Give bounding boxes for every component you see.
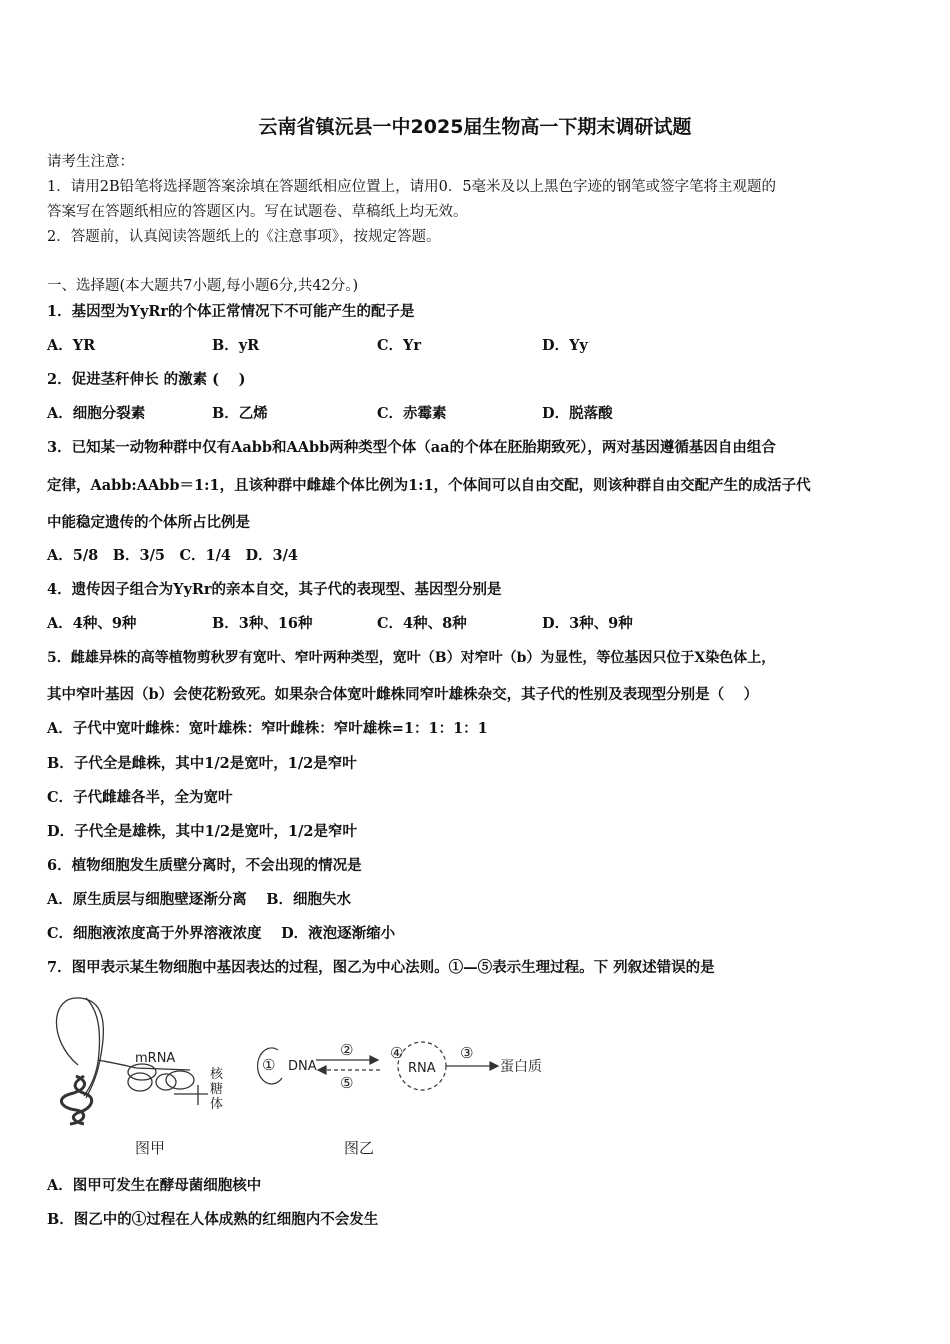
q1-option-b: B．yR	[212, 337, 260, 354]
q5-option-a: A．子代中宽叶雌株：宽叶雄株：窄叶雌株：窄叶雄株=1：1：1：1	[47, 720, 488, 737]
figure-a	[56, 998, 208, 1124]
q5-option-c: C．子代雌雄各半，全为宽叶	[47, 789, 233, 806]
q2-option-c: C．赤霉素	[377, 405, 447, 422]
ribosome-label-char: 核	[210, 1067, 224, 1082]
q4-option-c: C．4种、8种	[377, 615, 467, 632]
ribosome-label	[210, 1066, 224, 1112]
q7-option-a: A．图甲可发生在酵母菌细胞核中	[47, 1177, 262, 1194]
ribosome-label-char: 体	[210, 1097, 224, 1112]
q1-option-c: C．Yr	[377, 337, 422, 354]
q2-option-b: B．乙烯	[212, 405, 268, 422]
q6-options-cd: C．细胞液浓度高于外界溶液浓度 D．液泡逐渐缩小	[47, 925, 396, 942]
q4-stem: 4．遗传因子组合为YyRr的亲本自交，其子代的表现型、基因型分别是	[47, 581, 502, 598]
q4-option-d: D．3种、9种	[542, 615, 633, 632]
q6-options-ab: A．原生质层与细胞壁逐渐分离 B．细胞失水	[47, 891, 352, 908]
q3-line-3: 中能稳定遗传的个体所占比例是	[47, 514, 250, 531]
ribosome-2	[128, 1073, 152, 1091]
q6-stem: 6．植物细胞发生质壁分离时，不会出现的情况是	[47, 857, 362, 874]
q1-option-d: D．Yy	[542, 337, 588, 354]
process-5: ⑤	[340, 1074, 354, 1092]
process-2: ②	[340, 1041, 354, 1059]
process-4: ④	[390, 1044, 404, 1062]
ribosome-1	[128, 1064, 156, 1080]
q3-line-1: 3．已知某一动物种群中仅有Aabb和AAbb两种类型个体（aa的个体在胚胎期致死），两对基因遵循基因自由组合	[47, 439, 776, 456]
q5-option-b: B．子代全是雌株，其中1/2是宽叶，1/2是窄叶	[47, 755, 357, 772]
protein-label: 蛋白质	[500, 1059, 542, 1075]
notice-item-1a: 1．请用2B铅笔将选择题答案涂填在答题纸相应位置上，请用0．5毫米及以上黑色字迹的钢笔或签字笔将主观题的	[47, 179, 777, 195]
q2-option-d: D．脱落酸	[542, 405, 613, 422]
mrna-label: mRNA	[135, 1051, 176, 1066]
q5-line-2: 其中窄叶基因（b）会使花粉致死。如果杂合体宽叶雌株同窄叶雄株杂交，其子代的性别及表现型分别是（ ）	[47, 686, 759, 703]
ribosome-pointer	[174, 1085, 208, 1105]
q2-option-a: A．细胞分裂素	[47, 405, 146, 422]
arrowhead-3	[490, 1062, 498, 1070]
arrowhead-2	[370, 1056, 378, 1064]
process-3: ③	[460, 1044, 474, 1062]
q1-stem: 1．基因型为YyRr的个体正常情况下不可能产生的配子是	[47, 303, 415, 320]
arrowhead-5	[318, 1066, 326, 1074]
caption-a: 图甲	[135, 1139, 166, 1157]
q7-option-b: B．图乙中的①过程在人体成熟的红细胞内不会发生	[47, 1211, 379, 1228]
q4-option-b: B．3种、16种	[212, 615, 313, 632]
q3-line-2: 定律，Aabb:AAbb＝1:1，且该种群中雌雄个体比例为1:1，个体间可以自由交配，则该种群自由交配产生的成活子代	[47, 477, 811, 494]
q1-option-a: A．YR	[47, 337, 96, 354]
dna-loop	[56, 998, 103, 1098]
ribosome-label-char: 糖	[210, 1082, 224, 1097]
gene-expression-figure	[40, 990, 580, 1160]
dna-label: DNA	[288, 1059, 317, 1074]
q4-option-a: A．4种、9种	[47, 615, 137, 632]
caption-b: 图乙	[344, 1139, 375, 1157]
section-heading: 一、选择题(本大题共7小题,每小题6分,共42分。)	[47, 278, 359, 294]
ribosome-3	[166, 1071, 194, 1089]
notice-item-1b: 答案写在答题纸相应的答题区内。写在试题卷、草稿纸上均无效。	[47, 204, 468, 220]
q5-line-1: 5．雌雄异株的高等植物剪秋罗有宽叶、窄叶两种类型，宽叶（B）对窄叶（b）为显性，等位基因只位于X染色体上，	[47, 650, 776, 666]
dna-strand	[84, 998, 100, 1096]
rna-label: RNA	[408, 1061, 436, 1076]
q3-options: A．5/8 B．3/5 C．1/4 D．3/4	[47, 547, 299, 564]
q7-stem: 7．图甲表示某生物细胞中基因表达的过程，图乙为中心法则。①—⑤表示生理过程。下 列叙述错误的是	[47, 959, 715, 976]
q2-stem: 2．促进茎秆伸长 的激素 ( )	[47, 371, 246, 388]
notice-item-2: 2．答题前，认真阅读答题纸上的《注意事项》，按规定答题。	[47, 229, 441, 245]
process-1: ①	[262, 1056, 276, 1074]
q5-option-d: D．子代全是雄株，其中1/2是宽叶，1/2是窄叶	[47, 823, 358, 840]
notice-heading: 请考生注意：	[47, 154, 134, 170]
page-title: 云南省镇沅县一中2025届生物高一下期末调研试题	[258, 116, 692, 138]
